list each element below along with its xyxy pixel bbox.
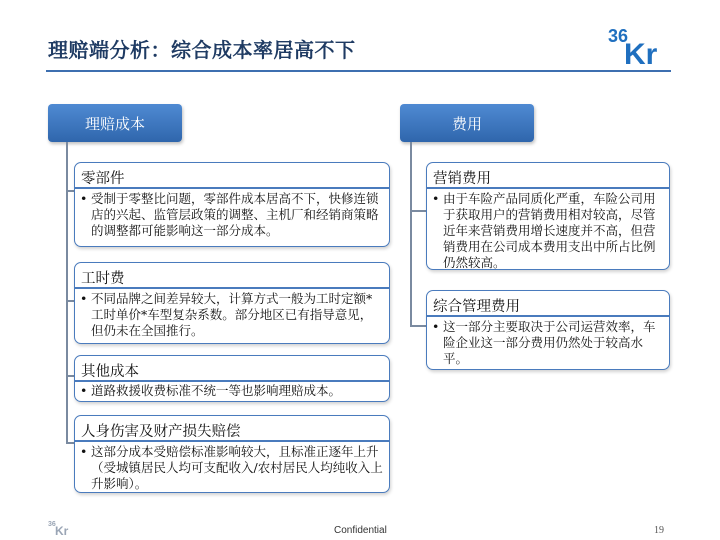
header-expenses-label: 费用	[451, 114, 482, 133]
card-labor-title: 工时费	[81, 271, 125, 287]
header-expenses	[400, 104, 534, 142]
bullet-icon: •	[432, 191, 440, 206]
card-marketing-title: 营销费用	[433, 171, 491, 187]
right-connector-vertical	[410, 142, 412, 325]
title-underline	[46, 70, 671, 72]
card-parts-title: 零部件	[81, 171, 125, 187]
card-other-title: 其他成本	[81, 364, 139, 380]
card-marketing-text: 由于车险产品同质化严重，车险公司用于获取用户的营销费用相对较高，尽管近年来营销费用增长速度并不高，但营销费用在公司成本费用支出中所占比例仍然较高。	[443, 191, 656, 270]
bullet-icon: •	[432, 319, 440, 334]
card-parts-text: 受制于零整比问题，零部件成本居高不下，快修连锁店的兴起、监管层政策的调整、主机厂和经销商策略的调整都可能影响这一部分成本。	[91, 191, 379, 238]
brand-logo	[606, 22, 674, 66]
card-admin-title: 综合管理费用	[433, 299, 520, 315]
card-marketing	[426, 162, 670, 270]
card-other-divider	[75, 380, 389, 382]
footer-logo	[48, 518, 76, 536]
card-injury-property-text: 这部分成本受赔偿标准影响较大，且标准正逐年上升（受城镇居民人均可支配收入/农村居民人均纯收入上升影响）。	[91, 444, 383, 491]
card-injury-property-divider	[75, 440, 389, 442]
header-claims-cost	[48, 104, 182, 142]
card-admin	[426, 290, 670, 370]
bullet-icon: •	[80, 383, 88, 398]
card-labor-body	[80, 291, 383, 339]
card-labor-divider	[75, 287, 389, 289]
card-admin-text: 这一部分主要取决于公司运营效率，车险企业这一部分费用仍然处于较高水平。	[443, 319, 656, 366]
page-number: 19	[654, 525, 664, 536]
bullet-icon: •	[80, 291, 88, 306]
card-parts-body	[80, 191, 383, 239]
svg-text:36: 36	[608, 26, 629, 46]
left-connector-branch-4	[66, 442, 74, 444]
header-claims-cost-label: 理赔成本	[84, 114, 145, 133]
card-injury-property-body	[80, 444, 383, 492]
card-marketing-divider	[427, 187, 669, 189]
bullet-icon: •	[80, 444, 88, 459]
left-connector-branch-2	[66, 300, 74, 302]
card-labor-text: 不同品牌之间差异较大，计算方式一般为工时定额*工时单价*车型复杂系数。部分地区已有指导意见，但仍未在全国推行。	[91, 291, 373, 338]
left-connector-vertical	[66, 142, 68, 442]
right-connector-branch-2	[410, 325, 426, 327]
footer-confidential: Confidential	[334, 525, 387, 536]
svg-text:Kr: Kr	[624, 38, 658, 66]
card-injury-property-title: 人身伤害及财产损失赔偿	[81, 424, 241, 440]
page-title: 理赔端分析：综合成本率居高不下	[48, 38, 356, 62]
card-other	[74, 355, 390, 402]
card-marketing-body	[432, 191, 663, 271]
card-admin-divider	[427, 315, 669, 317]
card-other-body	[80, 383, 383, 399]
left-connector-branch-1	[66, 190, 74, 192]
card-other-text: 道路救援收费标准不统一等也影响理赔成本。	[91, 383, 342, 398]
left-connector-branch-3	[66, 375, 74, 377]
card-injury-property	[74, 415, 390, 493]
svg-text:36: 36	[48, 521, 56, 528]
bullet-icon: •	[80, 191, 88, 206]
card-parts	[74, 162, 390, 247]
card-admin-body	[432, 319, 663, 367]
svg-text:Kr: Kr	[55, 524, 69, 536]
card-labor	[74, 262, 390, 344]
right-connector-branch-1	[410, 210, 426, 212]
card-parts-divider	[75, 187, 389, 189]
